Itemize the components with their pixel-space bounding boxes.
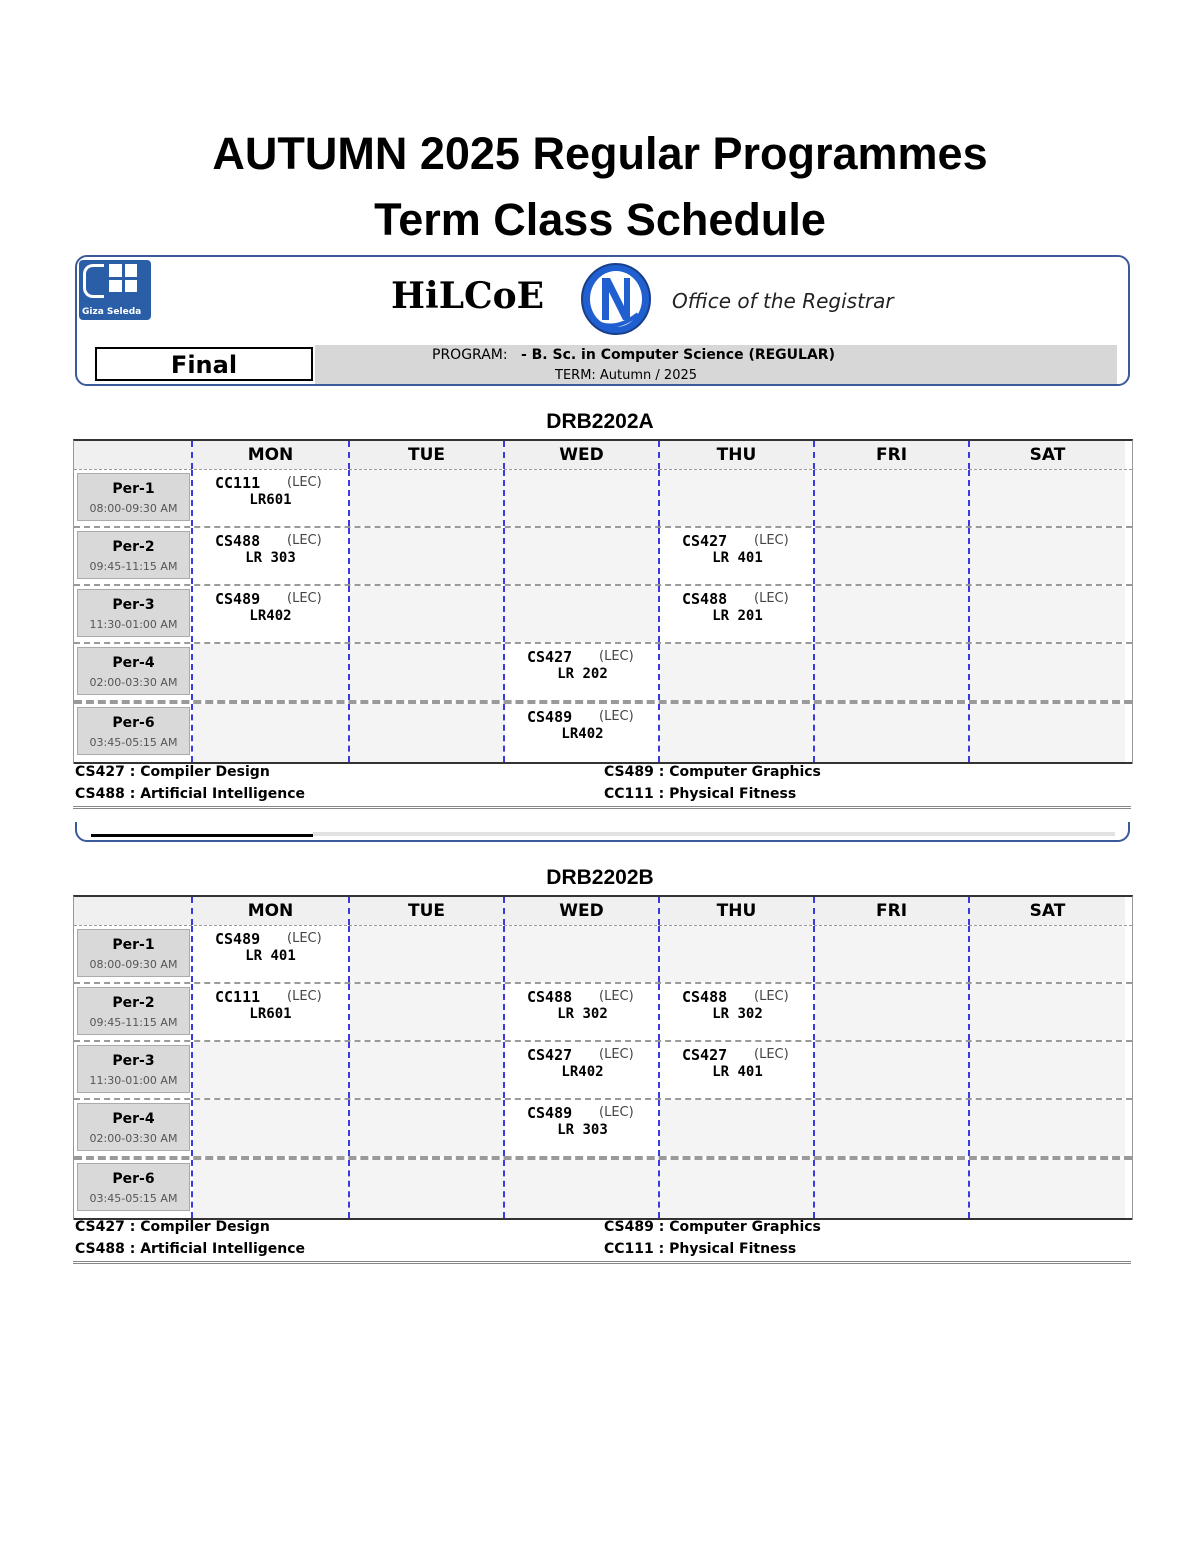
period-name: Per-6 <box>112 1171 155 1187</box>
room-label: LR 401 <box>712 550 763 566</box>
class-type: (LEC) <box>754 591 789 606</box>
schedule-slot <box>350 470 505 526</box>
class-type: (LEC) <box>287 533 322 548</box>
schedule-slot <box>505 704 660 762</box>
day-header-fri: FRI <box>815 897 970 925</box>
class-type: (LEC) <box>599 649 634 664</box>
day-header-wed: WED <box>505 441 660 469</box>
course-legend-b <box>73 1215 1131 1264</box>
period-cell <box>74 528 193 584</box>
schedule-slot <box>815 1042 970 1098</box>
schedule-slot <box>660 528 815 584</box>
schedule-slot <box>815 528 970 584</box>
room-label: LR 201 <box>712 608 763 624</box>
period-time: 03:45-05:15 AM <box>89 736 178 749</box>
schedule-slot <box>970 926 1125 982</box>
room-label: LR601 <box>249 492 292 508</box>
schedule-slot <box>970 1042 1125 1098</box>
giza-seleda-logo: Giza Seleda <box>79 260 151 320</box>
course-code: CS489 <box>215 590 261 608</box>
schedule-slot <box>505 1100 660 1156</box>
course-code: CS427 <box>527 1046 573 1064</box>
room-label: LR 303 <box>557 1122 608 1138</box>
period-time: 09:45-11:15 AM <box>89 560 178 573</box>
course-code: CS489 <box>527 708 573 726</box>
day-header-mon: MON <box>193 897 350 925</box>
period-time: 02:00-03:30 AM <box>89 676 178 689</box>
class-type: (LEC) <box>754 989 789 1004</box>
course-legend-a <box>73 760 1131 809</box>
schedule-slot <box>970 644 1125 700</box>
course-code: CS488 <box>215 532 261 550</box>
room-label: LR 202 <box>557 666 608 682</box>
period-name: Per-4 <box>112 1111 155 1127</box>
program-line: PROGRAM: - B. Sc. in Computer Science (REGULAR) <box>432 347 835 363</box>
schedule-slot <box>660 1100 815 1156</box>
course-code: CS427 <box>682 1046 728 1064</box>
period-time: 02:00-03:30 AM <box>89 1132 178 1145</box>
period-name: Per-2 <box>112 995 155 1011</box>
table-row <box>74 528 1132 586</box>
schedule-slot <box>970 704 1125 762</box>
period-name: Per-2 <box>112 539 155 555</box>
period-label <box>77 473 190 521</box>
day-header-wed: WED <box>505 897 660 925</box>
day-header-tue: TUE <box>350 441 505 469</box>
period-label <box>77 1163 190 1211</box>
schedule-table-a <box>73 439 1133 764</box>
schedule-slot <box>193 586 350 642</box>
schedule-slot <box>970 984 1125 1040</box>
schedule-slot <box>815 586 970 642</box>
room-label: LR601 <box>249 1006 292 1022</box>
period-name: Per-3 <box>112 1053 155 1069</box>
table-row <box>74 644 1132 704</box>
room-label: LR402 <box>249 608 292 624</box>
period-name: Per-4 <box>112 655 155 671</box>
schedule-slot <box>970 1160 1125 1218</box>
class-type: (LEC) <box>599 989 634 1004</box>
legend-item: CS488 : Artificial Intelligence <box>75 1241 306 1257</box>
room-label: LR 401 <box>712 1064 763 1080</box>
table-header-row <box>74 897 1132 926</box>
schedule-slot <box>350 926 505 982</box>
table-row <box>74 984 1132 1042</box>
period-cell <box>74 586 193 642</box>
class-type: (LEC) <box>287 989 322 1004</box>
table-row <box>74 586 1132 644</box>
course-code: CS427 <box>682 532 728 550</box>
day-header-tue: TUE <box>350 897 505 925</box>
legend-item: CS427 : Compiler Design <box>75 1219 270 1235</box>
status-badge: Final <box>95 347 313 381</box>
section-title-a: DRB2202A <box>546 410 654 433</box>
class-type: (LEC) <box>599 1047 634 1062</box>
legend-item: CS489 : Computer Graphics <box>604 764 821 780</box>
day-header-sat: SAT <box>970 441 1125 469</box>
schedule-slot <box>660 644 815 700</box>
course-code: CS488 <box>682 988 728 1006</box>
schedule-slot <box>193 704 350 762</box>
schedule-slot <box>350 1160 505 1218</box>
period-cell <box>74 1042 193 1098</box>
class-type: (LEC) <box>287 931 322 946</box>
table-row <box>74 1160 1132 1220</box>
schedule-slot <box>815 984 970 1040</box>
schedule-slot <box>505 984 660 1040</box>
schedule-slot <box>970 470 1125 526</box>
schedule-table-b <box>73 895 1133 1220</box>
course-code: CS488 <box>682 590 728 608</box>
brand-name: HiLCoE <box>391 275 545 317</box>
room-label: LR 303 <box>245 550 296 566</box>
schedule-slot <box>505 1160 660 1218</box>
legend-item: CS488 : Artificial Intelligence <box>75 786 306 802</box>
course-code: CC111 <box>215 474 261 492</box>
table-row <box>74 926 1132 984</box>
schedule-slot <box>660 926 815 982</box>
legend-item: CC111 : Physical Fitness <box>604 1241 797 1257</box>
period-label <box>77 647 190 695</box>
schedule-slot <box>350 1042 505 1098</box>
schedule-slot <box>505 926 660 982</box>
registrar-header <box>75 255 1130 386</box>
class-type: (LEC) <box>754 1047 789 1062</box>
schedule-slot <box>505 470 660 526</box>
page-subtitle: Term Class Schedule <box>374 194 826 245</box>
schedule-slot <box>193 926 350 982</box>
schedule-slot <box>505 1042 660 1098</box>
period-time: 08:00-09:30 AM <box>89 958 178 971</box>
period-cell <box>74 1100 193 1156</box>
schedule-slot <box>660 1160 815 1218</box>
legend-item: CC111 : Physical Fitness <box>604 786 797 802</box>
day-header-mon: MON <box>193 441 350 469</box>
schedule-slot <box>815 470 970 526</box>
course-code: CS488 <box>527 988 573 1006</box>
period-cell <box>74 470 193 526</box>
day-header-sat: SAT <box>970 897 1125 925</box>
schedule-slot <box>193 470 350 526</box>
table-header-row <box>74 441 1132 470</box>
period-label <box>77 707 190 755</box>
room-label: LR 401 <box>245 948 296 964</box>
legend-item: CS489 : Computer Graphics <box>604 1219 821 1235</box>
day-header-thu: THU <box>660 897 815 925</box>
schedule-slot <box>505 528 660 584</box>
table-row <box>74 1042 1132 1100</box>
corner-cell <box>74 897 193 925</box>
schedule-slot <box>815 926 970 982</box>
period-name: Per-6 <box>112 715 155 731</box>
schedule-slot <box>660 470 815 526</box>
period-time: 11:30-01:00 AM <box>89 618 178 631</box>
period-cell <box>74 984 193 1040</box>
room-label: LR402 <box>561 1064 604 1080</box>
period-time: 11:30-01:00 AM <box>89 1074 178 1087</box>
class-type: (LEC) <box>287 475 322 490</box>
schedule-slot <box>350 984 505 1040</box>
legend-item: CS427 : Compiler Design <box>75 764 270 780</box>
period-name: Per-1 <box>112 937 155 953</box>
schedule-slot <box>505 644 660 700</box>
page-title: AUTUMN 2025 Regular Programmes <box>212 128 988 179</box>
table-row <box>74 1100 1132 1160</box>
period-label <box>77 531 190 579</box>
period-label <box>77 1045 190 1093</box>
course-code: CS427 <box>527 648 573 666</box>
period-cell <box>74 1160 193 1218</box>
period-cell <box>74 926 193 982</box>
class-type: (LEC) <box>599 709 634 724</box>
schedule-slot <box>660 704 815 762</box>
course-code: CS489 <box>215 930 261 948</box>
period-name: Per-3 <box>112 597 155 613</box>
header-fragment <box>75 822 1130 843</box>
section-title-b: DRB2202B <box>546 866 654 889</box>
schedule-slot <box>193 528 350 584</box>
table-row <box>74 470 1132 528</box>
schedule-slot <box>193 644 350 700</box>
schedule-slot <box>815 1160 970 1218</box>
class-type: (LEC) <box>599 1105 634 1120</box>
corner-cell <box>74 441 193 469</box>
schedule-slot <box>815 644 970 700</box>
schedule-slot <box>350 644 505 700</box>
schedule-slot <box>660 586 815 642</box>
schedule-slot <box>350 528 505 584</box>
schedule-slot <box>970 528 1125 584</box>
period-time: 08:00-09:30 AM <box>89 502 178 515</box>
period-label <box>77 589 190 637</box>
course-code: CC111 <box>215 988 261 1006</box>
schedule-slot <box>660 984 815 1040</box>
day-header-thu: THU <box>660 441 815 469</box>
schedule-slot <box>193 1160 350 1218</box>
schedule-slot <box>970 1100 1125 1156</box>
period-label <box>77 929 190 977</box>
schedule-slot <box>660 1042 815 1098</box>
schedule-slot <box>970 586 1125 642</box>
class-type: (LEC) <box>287 591 322 606</box>
hilcoe-emblem-icon <box>580 262 652 336</box>
period-label <box>77 987 190 1035</box>
schedule-slot <box>193 1100 350 1156</box>
schedule-slot <box>193 1042 350 1098</box>
course-code: CS489 <box>527 1104 573 1122</box>
office-label: Office of the Registrar <box>672 289 894 313</box>
period-time: 09:45-11:15 AM <box>89 1016 178 1029</box>
schedule-slot <box>505 586 660 642</box>
period-cell <box>74 704 193 762</box>
schedule-slot <box>350 704 505 762</box>
room-label: LR402 <box>561 726 604 742</box>
schedule-slot <box>193 984 350 1040</box>
term-line: TERM: Autumn / 2025 <box>555 368 698 383</box>
program-bar <box>315 345 1117 384</box>
day-header-fri: FRI <box>815 441 970 469</box>
period-cell <box>74 644 193 700</box>
period-name: Per-1 <box>112 481 155 497</box>
table-row <box>74 704 1132 764</box>
room-label: LR 302 <box>712 1006 763 1022</box>
class-type: (LEC) <box>754 533 789 548</box>
period-label <box>77 1103 190 1151</box>
schedule-slot <box>815 704 970 762</box>
schedule-slot <box>350 1100 505 1156</box>
schedule-slot <box>815 1100 970 1156</box>
schedule-slot <box>350 586 505 642</box>
period-time: 03:45-05:15 AM <box>89 1192 178 1205</box>
room-label: LR 302 <box>557 1006 608 1022</box>
